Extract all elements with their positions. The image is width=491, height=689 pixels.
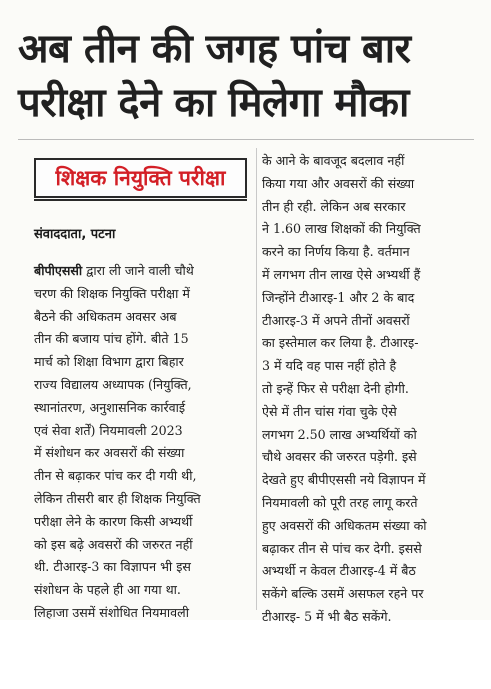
article-line: स्थानांतरण, अनुशासनिक कार्रवाई bbox=[34, 399, 186, 415]
article-line: थी. टीआरइ-3 का विज्ञापन भी इस bbox=[34, 559, 191, 575]
article-left-column bbox=[34, 260, 250, 625]
article-line: को इस बढ़े अवसरों की जरुरत नहीं bbox=[34, 536, 193, 552]
article-line: बढ़ाकर तीन से पांच कर देगी. इससे bbox=[262, 540, 422, 556]
article-line: मार्च को शिक्षा विभाग द्वारा बिहार bbox=[34, 354, 184, 370]
article-line: चौथे अवसर की जरुरत पड़ेगी. इसे bbox=[262, 449, 417, 465]
article-line: एवं सेवा शर्तें) नियमावली 2023 bbox=[34, 422, 183, 438]
kicker-underline bbox=[34, 199, 247, 201]
article-line: तीन से बढ़ाकर पांच कर दी गयी थी, bbox=[34, 468, 197, 484]
headline-line-2: परीक्षा देने का मिलेगा मौका bbox=[18, 80, 409, 126]
article-line: टीआरइ-3 में अपने तीनों अवसरों bbox=[262, 312, 410, 328]
article-line: किया गया और अवसरों की संख्या bbox=[262, 175, 415, 191]
article-line: ने 1.60 लाख शिक्षकों की नियुक्ति bbox=[262, 221, 421, 237]
article-line: नियमावली को पूरी तरह लागू करते bbox=[262, 494, 418, 510]
lead-line-rest: द्वारा ली जाने वाली चौथे bbox=[82, 263, 194, 278]
article-line bbox=[34, 260, 250, 283]
article-line: जिन्होंने टीआरइ-1 और 2 के बाद bbox=[262, 289, 415, 305]
article-right-column bbox=[262, 150, 474, 629]
article-line: में लगभग तीन लाख ऐसे अभ्यर्थी हैं bbox=[262, 266, 421, 282]
headline-line-1: अब तीन की जगह पांच बार bbox=[18, 26, 411, 72]
article-line: हुए अवसरों की अधिकतम संख्या को bbox=[262, 517, 427, 533]
article-line: संशोधन के पहले ही आ गया था. bbox=[34, 582, 181, 598]
article-line: लगभग 2.50 लाख अभ्यर्थियों को bbox=[262, 426, 417, 442]
article-line: टीआरइ- 5 में भी बैठ सकेंगे. bbox=[262, 608, 392, 624]
article-line: देखते हुए बीपीएससी नये विज्ञापन में bbox=[262, 472, 426, 488]
article-line: लेकिन तीसरी बार ही शिक्षक नियुक्ति bbox=[34, 490, 201, 506]
article-line: में संशोधन कर अवसरों की संख्या bbox=[34, 445, 185, 461]
article-line: तो इन्हें फिर से परीक्षा देनी होगी. bbox=[262, 380, 409, 396]
section-kicker-label: शिक्षक नियुक्ति परीक्षा bbox=[55, 166, 226, 190]
lead-word: बीपीएससी bbox=[34, 263, 83, 278]
article-line: के आने के बावजूद बदलाव नहीं bbox=[262, 153, 405, 168]
article-line: ऐसे में तीन चांस गंवा चुके ऐसे bbox=[262, 403, 397, 419]
article-line: करने का निर्णय किया है. वर्तमान bbox=[262, 244, 410, 260]
section-kicker-box bbox=[34, 158, 247, 198]
headline-divider bbox=[18, 139, 474, 140]
article-line: 3 में यदि वह पास नहीं होते है bbox=[262, 358, 397, 374]
article-line: का इस्तेमाल कर लिया है. टीआरइ- bbox=[262, 335, 419, 351]
headline bbox=[18, 22, 474, 130]
article-line: तीन की बजाय पांच होंगे. बीते 15 bbox=[34, 331, 189, 347]
article-line: सकेंगे बल्कि उसमें असफल रहने पर bbox=[262, 586, 424, 602]
article-line: तीन ही रही. लेकिन अब सरकार bbox=[262, 198, 406, 214]
article-line: लिहाजा उसमें संशोधित नियमावली bbox=[34, 604, 189, 620]
article-line: चरण की शिक्षक नियुक्ति परीक्षा में bbox=[34, 285, 190, 301]
article-line: परीक्षा लेने के कारण किसी अभ्यर्थी bbox=[34, 513, 193, 529]
article-line: अभ्यर्थी न केवल टीआरइ-4 में बैठ bbox=[262, 563, 416, 579]
article-line: बैठने की अधिकतम अवसर अब bbox=[34, 308, 177, 324]
article-line: राज्य विद्यालय अध्यापक (नियुक्ति, bbox=[34, 376, 192, 392]
byline: संवाददाता, पटना bbox=[34, 227, 116, 242]
column-divider bbox=[256, 148, 257, 610]
